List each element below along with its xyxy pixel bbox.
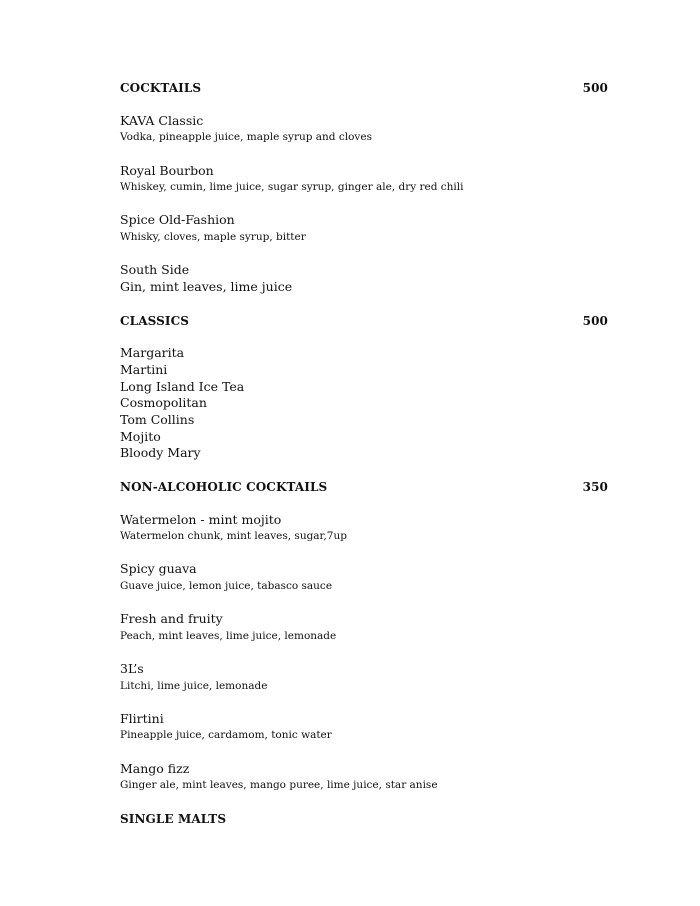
menu-item-name: Fresh and fruity (120, 611, 223, 626)
menu-item-name: KAVA Classic (120, 113, 204, 128)
menu-item-description: Ginger ale, mint leaves, mango puree, lime juice, star anise (120, 779, 438, 791)
menu-item-description: Litchi, lime juice, lemonade (120, 680, 268, 692)
menu-item-name: Spice Old-Fashion (120, 212, 235, 227)
menu-item-name: 3L’s (120, 661, 144, 676)
section-heading-single-malts (120, 811, 608, 827)
list-item: Long Island Ice Tea (120, 379, 245, 394)
menu-item-description: Watermelon chunk, mint leaves, sugar,7up (120, 530, 347, 542)
menu-item-name: Spicy guava (120, 561, 197, 576)
section-price-classics: 500 (582, 314, 608, 328)
section-price-non-alcoholic: 350 (582, 480, 608, 494)
section-title-single-malts: SINGLE MALTS (120, 812, 227, 826)
section-heading-classics (120, 313, 608, 329)
menu-item-description: Whisky, cloves, maple syrup, bitter (120, 231, 306, 243)
menu-item-description: Pineapple juice, cardamom, tonic water (120, 729, 332, 741)
list-item: Mojito (120, 429, 161, 444)
menu-item-name: Mango fizz (120, 761, 190, 776)
menu-item-name: Watermelon - mint mojito (120, 512, 282, 527)
menu-item-description: Whiskey, cumin, lime juice, sugar syrup, ginger ale, dry red chili (120, 181, 464, 193)
section-price-cocktails: 500 (582, 81, 608, 95)
menu-item-description: Gin, mint leaves, lime juice (120, 279, 293, 294)
section-heading-cocktails (120, 80, 608, 96)
menu-item-name: Royal Bourbon (120, 163, 214, 178)
list-item: Martini (120, 362, 168, 377)
list-item: Cosmopolitan (120, 395, 207, 410)
menu-item-description: Vodka, pineapple juice, maple syrup and cloves (120, 131, 372, 143)
list-item: Bloody Mary (120, 445, 201, 460)
menu-item-description: Peach, mint leaves, lime juice, lemonade (120, 630, 337, 642)
list-item: Margarita (120, 345, 185, 360)
menu-item-description: Guave juice, lemon juice, tabasco sauce (120, 580, 333, 592)
menu-item-name: Flirtini (120, 711, 164, 726)
section-title-non-alcoholic: NON-ALCOHOLIC COCKTAILS (120, 480, 328, 494)
section-title-cocktails: COCKTAILS (120, 81, 202, 95)
menu-item-name: South Side (120, 262, 190, 277)
section-heading-non-alcoholic (120, 479, 608, 495)
section-title-classics: CLASSICS (120, 314, 189, 328)
list-item: Tom Collins (120, 412, 195, 427)
